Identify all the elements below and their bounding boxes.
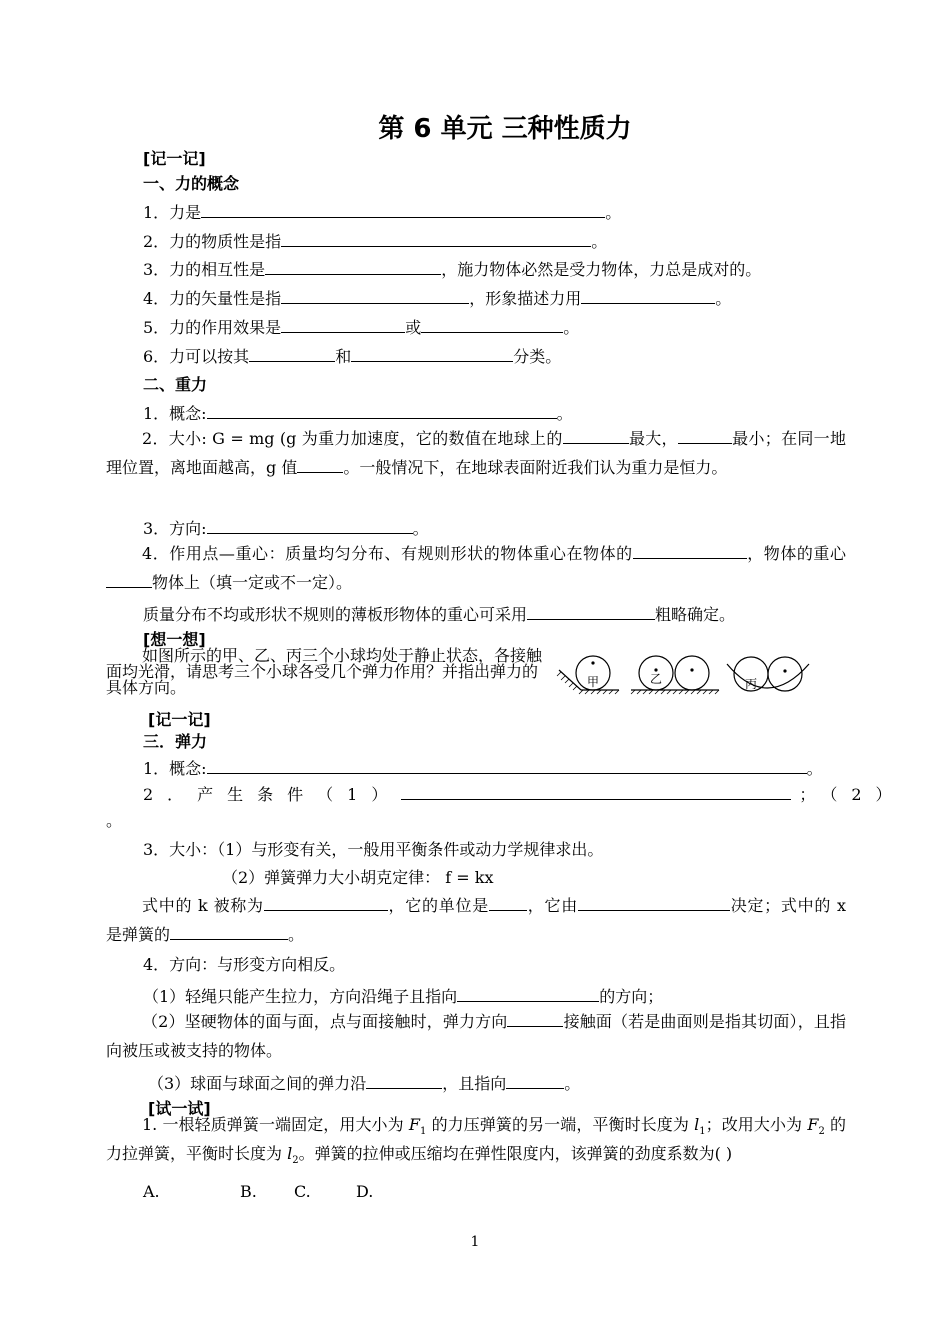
elastic-paragraph-4: 式中的 k 被称为 ，它的单位是 ，它由 决定；式中的 x 是弹簧的 。 [106,891,846,949]
answer-blank[interactable] [678,426,732,444]
page-number: 1 [470,1234,480,1250]
gravity-line-1: 1．概念: 。 [143,401,573,424]
elastic-line-5: 4．方向：与形变方向相反。 [143,955,346,974]
answer-blank[interactable] [170,922,288,940]
page-title: 第 6 单元 三种性质力 [378,114,632,144]
answer-blank[interactable] [201,200,605,218]
answer-blank[interactable] [563,426,629,444]
answer-blank[interactable] [366,1071,442,1089]
force-line-4: 4．力的矢量性是指 ，形象描述力用 。 [143,286,731,309]
answer-blank[interactable] [281,286,469,304]
elastic-line-3: 3．大小：（1）与形变有关，一般用平衡条件或动力学规律求出。 [143,840,604,859]
option-b[interactable]: B. [240,1182,257,1201]
elastic-line-3b: （2）弹簧弹力大小胡克定律： f = kx [222,868,494,887]
answer-blank[interactable] [527,602,655,620]
problem-1: 1. 一根轻质弹簧一端固定，用大小为 $F_1$ 的力压弹簧的另一端，平衡时长度为 $l_1$；改用大小为 $F_2$ 的力拉弹簧，平衡时长度为 $l_2$。弹簧的拉伸或压缩均在弹性限度内，该弹簧的劲度系数为( ) [106,1115,846,1167]
ball-a-label: 甲 [586,675,600,689]
answer-blank[interactable] [506,1071,564,1089]
answer-blank[interactable] [207,516,413,534]
section-remember-2: [记一记] [148,710,211,729]
section-try: [试一试] [148,1099,211,1118]
option-d[interactable]: D. [356,1182,374,1201]
answer-blank[interactable] [457,984,599,1002]
answer-blank[interactable] [207,756,807,774]
answer-blank[interactable] [401,782,791,800]
answer-blank[interactable] [421,315,563,333]
answer-blank[interactable] [265,257,441,275]
section-think: [想一想] [143,630,206,649]
elastic-line-2-end: 。 [106,811,123,830]
force-line-3: 3．力的相互性是 ，施力物体必然是受力物体，力总是成对的。 [143,257,761,280]
force-line-5: 5．力的作用效果是 或 。 [143,315,579,338]
ball-c-figure [727,657,809,691]
answer-blank[interactable] [297,455,343,473]
think-question: 如图所示的甲、乙、丙三个小球均处于静止状态，各接触面均光滑，请思考三个小球各受几个弹力作用？并指出弹力的具体方向。 [106,646,543,697]
gravity-line-3: 3．方向: 。 [143,516,429,539]
force-line-1: 1．力是 。 [143,200,621,223]
answer-blank[interactable] [249,344,335,362]
elastic-line-8: （3）球面与球面之间的弹力沿 ，且指向 。 [148,1071,580,1094]
section-remember-1: [记一记] [143,149,206,168]
answer-blank[interactable] [581,286,715,304]
elastic-paragraph-7: （2）坚硬物体的面与面，点与面接触时，弹力方向 接触面（若是曲面则是指其切面），且指向被压或被支持的物体。 [106,1007,846,1065]
answer-blank[interactable] [106,570,152,588]
heading-force-concept: 一、力的概念 [143,174,240,193]
answer-blank[interactable] [207,401,557,419]
answer-blank[interactable] [281,315,405,333]
ball-b-figure [631,656,719,694]
answer-blank[interactable] [264,893,388,911]
ball-b-label: 乙 [649,672,663,686]
elastic-line-2: 2．产生条件（1） ；（2） [143,782,906,805]
answer-blank[interactable] [351,344,513,362]
balls-figure [555,650,815,700]
force-line-6: 6．力可以按其 和 分类。 [143,344,561,367]
ball-a-figure [557,656,619,694]
option-c[interactable]: C. [294,1182,311,1201]
answer-blank[interactable] [281,229,591,247]
heading-gravity: 二、重力 [143,375,208,394]
gravity-paragraph-4: 4．作用点—重心：质量均匀分布、有规则形状的物体重心在物体的 ，物体的重心物体上（填一定或不一定）。 [106,539,846,597]
answer-blank[interactable] [489,893,527,911]
option-a[interactable]: A. [143,1182,160,1201]
gravity-paragraph-2: 2．大小: G = mg (g 为重力加速度，它的数值在地球上的 最大， 最小；在同一地理位置，离地面越高，g 值 。一般情况下，在地球表面附近我们认为重力是恒力。 [106,424,846,482]
ball-c-label: 丙 [744,677,758,691]
elastic-line-6: （1）轻绳只能产生拉力，方向沿绳子且指向 的方向； [143,984,663,1007]
answer-blank[interactable] [507,1009,563,1027]
force-line-2: 2．力的物质性是指 。 [143,229,607,252]
answer-blank[interactable] [633,541,747,559]
gravity-line-5: 质量分布不均或形状不规则的薄板形物体的重心可采用 粗略确定。 [143,602,735,625]
heading-elastic-force: 三．弹力 [143,732,208,751]
elastic-line-1: 1．概念: 。 [143,756,823,779]
answer-blank[interactable] [578,893,730,911]
